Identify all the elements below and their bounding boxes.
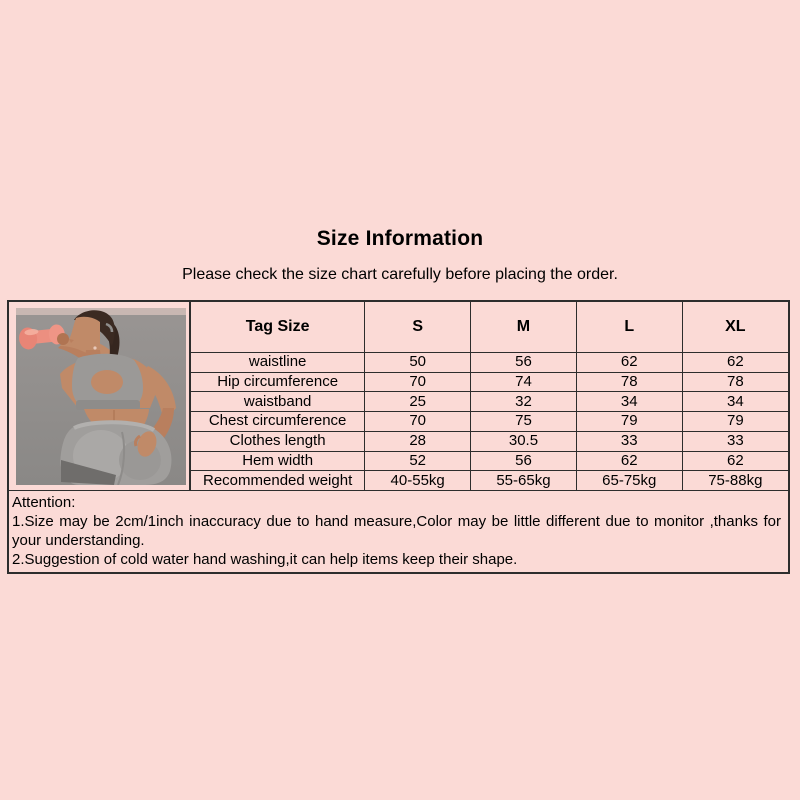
table-row [191, 372, 789, 392]
panel-top [9, 302, 788, 490]
size-panel [7, 300, 790, 574]
measurement-value: 33 [576, 431, 682, 451]
page-subtitle: Please check the size chart carefully before placing the order. [182, 266, 618, 283]
size-column-header: L [576, 302, 682, 353]
measurement-value: 56 [471, 353, 577, 373]
table-row [191, 451, 789, 471]
measurement-label: waistband [191, 392, 365, 412]
measurement-value: 65-75kg [576, 471, 682, 490]
measurement-value: 40-55kg [365, 471, 471, 490]
attention-note: 2.Suggestion of cold water hand washing,it can help items keep their shape. [12, 551, 518, 568]
table-row [191, 353, 789, 373]
size-column-header: XL [682, 302, 788, 353]
attention-notes [12, 512, 781, 569]
measurement-value: 25 [365, 392, 471, 412]
measurement-value: 33 [682, 431, 788, 451]
table-row [191, 471, 789, 490]
size-table-head [191, 302, 789, 353]
measurement-value: 70 [365, 372, 471, 392]
page-title: Size Information [316, 227, 484, 250]
measurement-value: 70 [365, 412, 471, 432]
size-table-header-row [191, 302, 789, 353]
measurement-label: Hem width [191, 451, 365, 471]
measurement-value: 62 [576, 451, 682, 471]
product-photo [9, 302, 190, 490]
measurement-value: 75-88kg [682, 471, 788, 490]
measurement-value: 75 [471, 412, 577, 432]
table-row [191, 431, 789, 451]
measurement-value: 79 [682, 412, 788, 432]
measurement-value: 62 [682, 353, 788, 373]
size-table-body [191, 353, 789, 491]
attention-section [9, 490, 788, 572]
measurement-value: 62 [576, 353, 682, 373]
measurement-value: 78 [682, 372, 788, 392]
measurement-label: waistline [191, 353, 365, 373]
attention-note: 1.Size may be 2cm/1inch inaccuracy due to hand measure,Color may be little different due to monitor ,thanks for your understanding. [12, 513, 781, 549]
measurement-value: 34 [576, 392, 682, 412]
measurement-value: 32 [471, 392, 577, 412]
measurement-value: 55-65kg [471, 471, 577, 490]
attention-heading: Attention: [12, 494, 76, 511]
measurement-value: 30.5 [471, 431, 577, 451]
size-column-header: M [471, 302, 577, 353]
measurement-value: 34 [682, 392, 788, 412]
size-column-header: S [365, 302, 471, 353]
measurement-value: 50 [365, 353, 471, 373]
measurement-value: 79 [576, 412, 682, 432]
measurement-value: 78 [576, 372, 682, 392]
measurement-label: Hip circumference [191, 372, 365, 392]
size-table [190, 302, 788, 490]
measurement-value: 62 [682, 451, 788, 471]
measurement-label: Recommended weight [191, 471, 365, 490]
table-row [191, 392, 789, 412]
measurement-label: Chest circumference [191, 412, 365, 432]
measurement-value: 52 [365, 451, 471, 471]
measurement-value: 74 [471, 372, 577, 392]
measurement-value: 56 [471, 451, 577, 471]
table-row [191, 412, 789, 432]
measurement-value: 28 [365, 431, 471, 451]
tag-size-column-header: Tag Size [191, 302, 365, 353]
product-photo-illustration [16, 308, 186, 485]
measurement-label: Clothes length [191, 431, 365, 451]
